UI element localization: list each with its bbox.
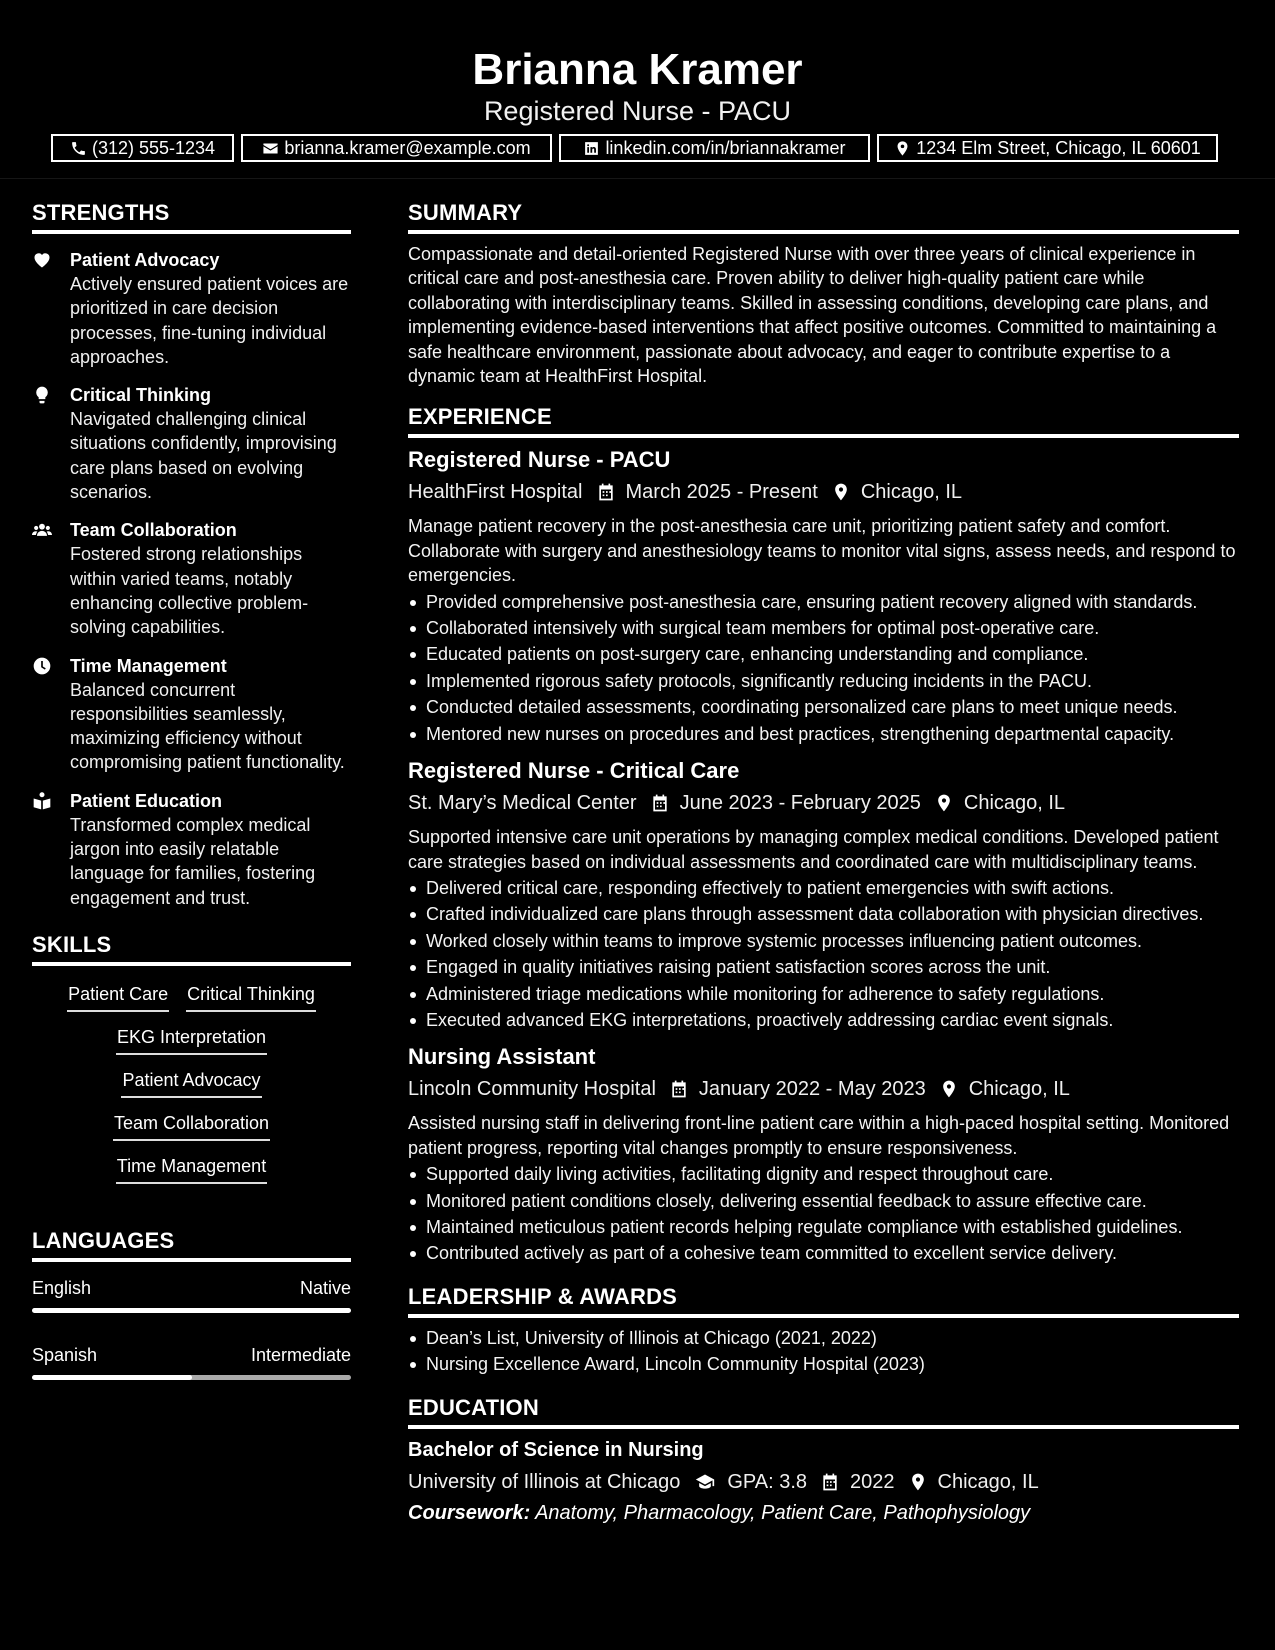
- calendar-icon: [669, 1079, 689, 1099]
- job-bullet: Contributed actively as part of a cohesive team committed to excellent service delivery.: [408, 1241, 1239, 1265]
- job-bullets: [408, 876, 1239, 1032]
- job-meta: [408, 789, 1239, 817]
- education-heading: EDUCATION: [408, 1393, 1239, 1429]
- strength-item: [32, 789, 351, 910]
- job-entry: [408, 756, 1239, 1032]
- job-bullets: [408, 1162, 1239, 1266]
- job-bullets: [408, 590, 1239, 746]
- job-meta: [408, 1075, 1239, 1103]
- right-column: [408, 198, 1239, 1527]
- job-location: Chicago, IL: [968, 1078, 1070, 1101]
- job-bullet: Worked closely within teams to improve systemic processes influencing patient outcomes.: [408, 929, 1239, 953]
- job-bullet: Collaborated intensively with surgical team members for optimal post-operative care.: [408, 616, 1239, 640]
- job-description: Supported intensive care unit operations by managing complex medical conditions. Developed patient care strategies based on individual assessments and coordinated care with multidisciplinary teams.: [408, 827, 1219, 872]
- job-bullet: Mentored new nurses on procedures and best practices, strengthening departmental capacity.: [408, 722, 1239, 746]
- strength-desc: Navigated challenging clinical situations confidently, improvising care plans based on evolving scenarios.: [70, 409, 337, 503]
- job-dates: June 2023 - February 2025: [679, 792, 921, 815]
- language-name: English: [32, 1277, 92, 1298]
- language-proficiency-fill: [32, 1308, 351, 1313]
- linkedin-icon: [583, 140, 600, 157]
- strength-item: [32, 248, 351, 369]
- job-bullet: Supported daily living activities, facilitating dignity and respect throughout care.: [408, 1162, 1239, 1186]
- resume-header: [0, 0, 1275, 179]
- phone-icon: [70, 140, 87, 157]
- skills-list: [32, 982, 351, 1184]
- contact-address[interactable]: [877, 134, 1218, 162]
- job-dates: January 2022 - May 2023: [698, 1078, 926, 1101]
- map-pin-icon: [831, 482, 851, 502]
- language-level: Intermediate: [250, 1344, 351, 1365]
- strengths-heading: STRENGTHS: [32, 198, 351, 234]
- job-company: Lincoln Community Hospital: [408, 1078, 656, 1101]
- awards-heading: LEADERSHIP & AWARDS: [408, 1282, 1239, 1318]
- coursework: [408, 1499, 1239, 1527]
- map-pin-icon: [939, 1079, 959, 1099]
- strength-title: Patient Advocacy: [70, 250, 220, 270]
- map-pin-icon: [908, 1472, 928, 1492]
- skill-tag: Patient Care: [67, 982, 169, 1012]
- awards-list: [408, 1326, 1239, 1377]
- skill-tag: Critical Thinking: [186, 982, 316, 1012]
- job-bullet: Maintained meticulous patient records helping regulate compliance with established guidelines.: [408, 1215, 1239, 1239]
- job-bullet: Administered triage medications while monitoring for adherence to safety regulations.: [408, 982, 1239, 1006]
- strength-title: Team Collaboration: [70, 520, 237, 541]
- skill-tag: Team Collaboration: [113, 1111, 270, 1141]
- job-bullet: Engaged in quality initiatives raising patient satisfaction scores across the unit.: [408, 955, 1239, 979]
- job-company: HealthFirst Hospital: [408, 481, 583, 504]
- skills-heading: SKILLS: [32, 930, 351, 966]
- contact-email-text: brianna.kramer@example.com: [284, 138, 531, 158]
- job-location: Chicago, IL: [963, 792, 1066, 815]
- education-meta: [408, 1468, 1239, 1496]
- summary-text: Compassionate and detail-oriented Registered Nurse with over three years of clinical experience in critical care and post-anesthesia care. Proven ability to deliver high-quality patient care while collaborating with interdisciplinary teams. Skilled in assessing conditions, developing care plans, and implementing evidence-based interventions that affect positive outcomes. Committed to maintaining a safe healthcare environment, passionate about advocacy, and eager to contribute expertise to a dynamic team at HealthFirst Hospital.: [408, 244, 1217, 387]
- language-item: [32, 1343, 351, 1380]
- book-reader-icon: [32, 791, 52, 811]
- calendar-icon: [596, 482, 616, 502]
- language-proficiency-bar: [32, 1375, 351, 1380]
- coursework-label: Coursework:: [408, 1501, 531, 1524]
- contact-linkedin-text: linkedin.com/in/briannakramer: [605, 138, 846, 158]
- strength-desc: Balanced concurrent responsibilities seamlessly, maximizing efficiency without compromising patient functionality.: [70, 679, 345, 773]
- gpa: GPA: 3.8: [727, 1470, 808, 1493]
- lightbulb-icon: [32, 385, 52, 405]
- job-location: Chicago, IL: [860, 481, 963, 504]
- job-title: Nursing Assistant: [408, 1044, 596, 1070]
- users-icon: [32, 520, 52, 540]
- map-pin-icon: [894, 140, 911, 157]
- school-location: Chicago, IL: [937, 1470, 1039, 1493]
- coursework-list: Anatomy, Pharmacology, Patient Care, Pathophysiology: [535, 1501, 1031, 1524]
- summary-heading: SUMMARY: [408, 198, 1239, 234]
- contact-phone-text: (312) 555-1234: [91, 138, 216, 158]
- school-name: University of Illinois at Chicago: [408, 1470, 681, 1493]
- job-description: Assisted nursing staff in delivering front-line patient care within a high-paced hospital setting. Monitored patient progress, reporting vital changes promptly to ensure responsiveness.: [408, 1113, 1230, 1158]
- job-bullet: Conducted detailed assessments, coordinating personalized care plans to meet unique needs.: [408, 695, 1239, 719]
- strength-item: [32, 654, 351, 775]
- contact-address-text: 1234 Elm Street, Chicago, IL 60601: [916, 138, 1201, 158]
- language-name: Spanish: [32, 1344, 98, 1365]
- language-proficiency-fill: [32, 1375, 192, 1380]
- skill-tag: EKG Interpretation: [116, 1025, 267, 1055]
- job-entry: [408, 445, 1239, 746]
- job-bullet: Provided comprehensive post-anesthesia care, ensuring patient recovery aligned with standards.: [408, 590, 1239, 614]
- language-level: Native: [299, 1277, 351, 1298]
- strength-item: [32, 518, 351, 639]
- calendar-icon: [820, 1472, 840, 1492]
- heart-icon: [32, 250, 52, 270]
- job-description: Manage patient recovery in the post-anesthesia care unit, prioritizing patient safety and comfort. Collaborate with surgery and anesthesiology teams to monitor vital signs, assess needs, and respond to emergencies.: [408, 516, 1236, 586]
- contact-linkedin[interactable]: [559, 134, 870, 162]
- graduation-year: 2022: [850, 1470, 895, 1493]
- strength-title: Critical Thinking: [70, 385, 212, 406]
- strength-desc: Transformed complex medical jargon into easily relatable language for families, fostering engagement and trust.: [70, 814, 316, 908]
- award-item: Dean’s List, University of Illinois at Chicago (2021, 2022): [408, 1326, 1239, 1350]
- strength-title: Patient Education: [70, 790, 223, 811]
- contact-phone[interactable]: [51, 134, 234, 162]
- contact-bar: [51, 134, 1218, 162]
- job-bullet: Educated patients on post-surgery care, enhancing understanding and compliance.: [408, 642, 1239, 666]
- job-title: Registered Nurse - PACU: [408, 447, 671, 473]
- strength-item: [32, 383, 351, 504]
- job-title: Registered Nurse - Critical Care: [408, 758, 740, 784]
- candidate-title: Registered Nurse - PACU: [483, 96, 792, 126]
- strength-title: Time Management: [70, 655, 227, 676]
- job-bullet: Executed advanced EKG interpretations, proactively addressing cardiac event signals.: [408, 1008, 1239, 1032]
- degree-title: Bachelor of Science in Nursing: [408, 1438, 704, 1461]
- map-pin-icon: [934, 793, 954, 813]
- strength-desc: Fostered strong relationships within varied teams, notably enhancing collective problem-solving capabilities.: [70, 544, 309, 638]
- calendar-icon: [650, 793, 670, 813]
- job-meta: [408, 478, 1239, 506]
- graduation-cap-icon: [693, 1472, 717, 1492]
- clock-icon: [32, 656, 52, 676]
- language-item: [32, 1276, 351, 1313]
- left-column: [32, 198, 351, 1380]
- skill-tag: Time Management: [116, 1154, 267, 1184]
- job-entry: [408, 1042, 1239, 1265]
- languages-heading: LANGUAGES: [32, 1226, 351, 1262]
- job-bullet: Monitored patient conditions closely, delivering essential feedback to assure effective care.: [408, 1189, 1239, 1213]
- job-bullet: Delivered critical care, responding effectively to patient emergencies with swift actions.: [408, 876, 1239, 900]
- skill-tag: Patient Advocacy: [121, 1068, 261, 1098]
- award-item: Nursing Excellence Award, Lincoln Community Hospital (2023): [408, 1352, 1239, 1376]
- job-bullet: Implemented rigorous safety protocols, significantly reducing incidents in the PACU.: [408, 669, 1239, 693]
- contact-email[interactable]: [241, 134, 552, 162]
- candidate-name: Brianna Kramer: [472, 45, 803, 94]
- job-dates: March 2025 - Present: [625, 481, 818, 504]
- language-proficiency-bar: [32, 1308, 351, 1313]
- envelope-icon: [262, 140, 279, 157]
- job-bullet: Crafted individualized care plans through assessment data collaboration with physician directives.: [408, 902, 1239, 926]
- strength-desc: Actively ensured patient voices are prioritized in care decision processes, fine-tuning individual approaches.: [70, 274, 349, 367]
- experience-heading: EXPERIENCE: [408, 402, 1239, 438]
- job-company: St. Mary’s Medical Center: [408, 792, 637, 815]
